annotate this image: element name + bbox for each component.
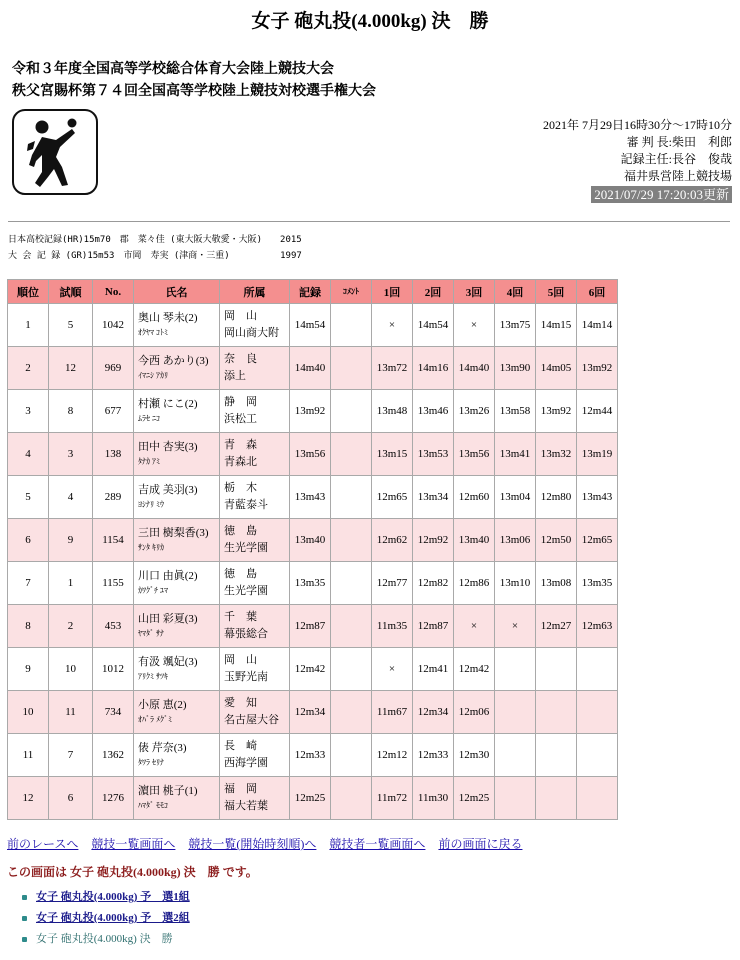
rank-cell: 5	[8, 476, 49, 519]
attempt-cell: 12m60	[454, 476, 495, 519]
school: 生光学園	[224, 542, 268, 554]
column-header: 氏名	[134, 280, 220, 304]
attempt-cell: 12m41	[413, 648, 454, 691]
attempt-cell: 14m14	[577, 304, 618, 347]
athlete-name: 奥山 琴未(2)	[138, 311, 198, 324]
athlete-name-cell	[134, 562, 220, 605]
affiliation-cell	[220, 519, 290, 562]
prefecture: 長 崎	[224, 740, 257, 752]
bullet-icon	[22, 895, 27, 900]
order-cell: 12	[49, 347, 93, 390]
affiliation-cell	[220, 390, 290, 433]
attempt-cell: 13m92	[577, 347, 618, 390]
bib-cell: 734	[93, 691, 134, 734]
nav-links	[7, 835, 532, 852]
order-cell: 6	[49, 777, 93, 820]
affiliation-cell	[220, 605, 290, 648]
records-block	[8, 232, 302, 264]
attempt-cell: 11m67	[372, 691, 413, 734]
attempt-cell: 12m42	[454, 648, 495, 691]
athlete-list-link[interactable]: 競技者一覧画面へ	[329, 837, 426, 851]
school: 添上	[224, 370, 246, 382]
attempt-cell	[536, 777, 577, 820]
athlete-name-cell	[134, 734, 220, 777]
column-header: 6回	[577, 280, 618, 304]
attempt-cell: 12m25	[454, 777, 495, 820]
school: 玉野光南	[224, 671, 268, 683]
attempt-cell: 13m35	[577, 562, 618, 605]
attempt-cell	[495, 734, 536, 777]
athlete-kana: ﾊﾏﾀﾞ ﾓﾓｺ	[138, 800, 168, 810]
school: 福大若葉	[224, 800, 268, 812]
bib-cell: 1154	[93, 519, 134, 562]
attempt-cell: 12m06	[454, 691, 495, 734]
attempt-cell: 13m08	[536, 562, 577, 605]
attempt-cell: 12m50	[536, 519, 577, 562]
column-header: 所属	[220, 280, 290, 304]
table-row	[8, 433, 618, 476]
table-row	[8, 519, 618, 562]
attempt-cell: 11m30	[413, 777, 454, 820]
results-table	[7, 279, 618, 820]
rank-cell: 8	[8, 605, 49, 648]
attempt-cell: 13m32	[536, 433, 577, 476]
table-header-row	[8, 280, 618, 304]
shot-put-athlete-icon	[12, 109, 98, 195]
order-cell: 7	[49, 734, 93, 777]
school: 青森北	[224, 456, 257, 468]
bib-cell: 289	[93, 476, 134, 519]
attempt-cell: 13m90	[495, 347, 536, 390]
event-list-by-time-link[interactable]: 競技一覧(開始時刻順)へ	[188, 837, 317, 851]
column-header: ｺﾒﾝﾄ	[331, 280, 372, 304]
order-cell: 8	[49, 390, 93, 433]
attempt-cell: 12m87	[413, 605, 454, 648]
prefecture: 岡 山	[224, 310, 257, 322]
comment-cell	[331, 433, 372, 476]
athlete-name-cell	[134, 390, 220, 433]
school: 生光学園	[224, 585, 268, 597]
attempt-cell: ×	[372, 304, 413, 347]
rank-cell: 11	[8, 734, 49, 777]
event-link[interactable]: 女子 砲丸投(4.000kg) 予 選1組	[36, 891, 190, 903]
bib-cell: 1042	[93, 304, 134, 347]
recorder: 記録主任:長谷 俊哉	[620, 152, 732, 166]
order-cell: 2	[49, 605, 93, 648]
meet-record: 大 会 記 録 (GR)15m53 市岡 寿実 (津商・三重) 1997	[8, 251, 302, 261]
attempt-cell: 13m06	[495, 519, 536, 562]
back-link[interactable]: 前の画面に戻る	[438, 837, 523, 851]
attempt-cell: 14m15	[536, 304, 577, 347]
order-cell: 4	[49, 476, 93, 519]
school: 青藍泰斗	[224, 499, 268, 511]
affiliation-cell	[220, 304, 290, 347]
athlete-kana: ｵﾊﾞﾗ ﾒｸﾞﾐ	[138, 714, 172, 724]
athlete-name-cell	[134, 519, 220, 562]
athlete-name-cell	[134, 433, 220, 476]
event-info	[543, 117, 732, 204]
athlete-name: 山田 彩夏(3)	[138, 612, 198, 625]
attempt-cell: 14m16	[413, 347, 454, 390]
attempt-cell: 13m15	[372, 433, 413, 476]
attempt-cell: 14m54	[413, 304, 454, 347]
column-header: 5回	[536, 280, 577, 304]
record-cell: 14m40	[290, 347, 331, 390]
athlete-kana: ｱﾘｸﾐ ｻﾂｷ	[138, 671, 168, 681]
prefecture: 千 葉	[224, 611, 257, 623]
high-school-record: 日本高校記録(HR)15m70 郡 菜々佳 (東大阪大敬愛・大阪) 2015	[8, 235, 302, 245]
record-cell: 12m33	[290, 734, 331, 777]
column-header: 2回	[413, 280, 454, 304]
attempt-cell	[536, 648, 577, 691]
school: 西海学園	[224, 757, 268, 769]
athlete-name-cell	[134, 476, 220, 519]
attempt-cell: 13m41	[495, 433, 536, 476]
athlete-name: 村瀬 にこ(2)	[138, 397, 198, 410]
athlete-kana: ﾀﾜﾗ ｾﾘﾅ	[138, 757, 164, 767]
attempt-cell: ×	[495, 605, 536, 648]
prefecture: 栃 木	[224, 482, 257, 494]
prefecture: 静 岡	[224, 396, 257, 408]
comment-cell	[331, 691, 372, 734]
attempt-cell: 13m92	[536, 390, 577, 433]
athlete-name: 俵 芹奈(3)	[138, 741, 187, 754]
affiliation-cell	[220, 347, 290, 390]
bib-cell: 1362	[93, 734, 134, 777]
prefecture: 岡 山	[224, 654, 257, 666]
column-header: 記録	[290, 280, 331, 304]
notice-event: 女子 砲丸投(4.000kg) 決 勝	[70, 865, 220, 879]
table-row	[8, 605, 618, 648]
athlete-name: 今西 あかり(3)	[138, 354, 209, 367]
attempt-cell: 13m72	[372, 347, 413, 390]
record-cell: 12m25	[290, 777, 331, 820]
rank-cell: 9	[8, 648, 49, 691]
rank-cell: 6	[8, 519, 49, 562]
prev-race-link[interactable]: 前のレースへ	[7, 837, 79, 851]
rank-cell: 3	[8, 390, 49, 433]
athlete-kana: ﾔﾏﾀﾞ ｻﾅ	[138, 628, 164, 638]
column-header: 4回	[495, 280, 536, 304]
bib-cell: 677	[93, 390, 134, 433]
referee: 審 判 長:柴田 利郎	[626, 135, 732, 149]
affiliation-cell	[220, 734, 290, 777]
athlete-name-cell	[134, 648, 220, 691]
bullet-icon	[22, 916, 27, 921]
comment-cell	[331, 605, 372, 648]
updated-timestamp: 2021/07/29 17:20:03更新	[591, 186, 732, 203]
attempt-cell: 14m05	[536, 347, 577, 390]
record-cell: 13m40	[290, 519, 331, 562]
comment-cell	[331, 347, 372, 390]
bib-cell: 1276	[93, 777, 134, 820]
meet-name-line1: 令和３年度全国高等学校総合体育大会陸上競技大会	[12, 62, 334, 77]
athlete-kana: ﾖｼﾅﾘ ﾐｳ	[138, 499, 164, 509]
comment-cell	[331, 304, 372, 347]
attempt-cell: 12m65	[372, 476, 413, 519]
athlete-name-cell	[134, 777, 220, 820]
column-header: 試順	[49, 280, 93, 304]
affiliation-cell	[220, 648, 290, 691]
order-cell: 5	[49, 304, 93, 347]
attempt-cell	[577, 777, 618, 820]
athlete-kana: ﾑﾗｾ ﾆｺ	[138, 413, 160, 423]
attempt-cell: 13m58	[495, 390, 536, 433]
attempt-cell	[495, 777, 536, 820]
comment-cell	[331, 734, 372, 777]
attempt-cell	[536, 734, 577, 777]
bib-cell: 1155	[93, 562, 134, 605]
attempt-cell: 13m04	[495, 476, 536, 519]
meet-name-line2: 秩父宮賜杯第７４回全国高等学校陸上競技対校選手権大会	[12, 84, 376, 99]
athlete-name: 川口 由眞(2)	[138, 569, 198, 582]
affiliation-cell	[220, 476, 290, 519]
bib-cell: 969	[93, 347, 134, 390]
comment-cell	[331, 390, 372, 433]
record-cell: 12m42	[290, 648, 331, 691]
comment-cell	[331, 519, 372, 562]
attempt-cell: 11m35	[372, 605, 413, 648]
attempt-cell: 13m26	[454, 390, 495, 433]
column-header: 1回	[372, 280, 413, 304]
table-row	[8, 390, 618, 433]
attempt-cell: 12m77	[372, 562, 413, 605]
rank-cell: 1	[8, 304, 49, 347]
column-header: 順位	[8, 280, 49, 304]
attempt-cell: ×	[454, 605, 495, 648]
prefecture: 徳 島	[224, 568, 257, 580]
attempt-cell: 12m92	[413, 519, 454, 562]
table-row	[8, 347, 618, 390]
attempt-cell: 13m40	[454, 519, 495, 562]
athlete-kana: ﾀﾅｶ ｱﾐ	[138, 456, 160, 466]
attempt-cell: 12m65	[577, 519, 618, 562]
table-row	[8, 648, 618, 691]
order-cell: 3	[49, 433, 93, 476]
record-cell: 13m35	[290, 562, 331, 605]
attempt-cell: 12m12	[372, 734, 413, 777]
attempt-cell	[577, 648, 618, 691]
school: 浜松工	[224, 413, 257, 425]
attempt-cell: 12m63	[577, 605, 618, 648]
attempt-cell	[495, 691, 536, 734]
divider	[8, 221, 730, 222]
rank-cell: 4	[8, 433, 49, 476]
record-cell: 12m87	[290, 605, 331, 648]
athlete-name: 濵田 桃子(1)	[138, 784, 198, 797]
affiliation-cell	[220, 433, 290, 476]
affiliation-cell	[220, 562, 290, 605]
record-cell: 14m54	[290, 304, 331, 347]
bib-cell: 1012	[93, 648, 134, 691]
event-links-list	[22, 887, 190, 950]
attempt-cell: 12m33	[413, 734, 454, 777]
order-cell: 11	[49, 691, 93, 734]
current-event-label: 女子 砲丸投(4.000kg) 決 勝	[36, 933, 173, 945]
athlete-name-cell	[134, 605, 220, 648]
bullet-icon	[22, 937, 27, 942]
attempt-cell: 12m86	[454, 562, 495, 605]
record-cell: 13m43	[290, 476, 331, 519]
attempt-cell: ×	[454, 304, 495, 347]
notice-prefix: この画面は	[7, 865, 71, 879]
athlete-name: 三田 樹梨香(3)	[138, 526, 209, 539]
notice-suffix: です。	[219, 865, 258, 879]
rank-cell: 7	[8, 562, 49, 605]
record-cell: 12m34	[290, 691, 331, 734]
attempt-cell: 13m48	[372, 390, 413, 433]
affiliation-cell	[220, 777, 290, 820]
attempt-cell: 13m53	[413, 433, 454, 476]
event-link-item	[22, 929, 190, 950]
attempt-cell	[495, 648, 536, 691]
athlete-name: 有汲 颯妃(3)	[138, 655, 198, 668]
attempt-cell	[577, 691, 618, 734]
attempt-cell: 13m10	[495, 562, 536, 605]
attempt-cell	[577, 734, 618, 777]
athlete-kana: ｶﾜｸﾞﾁ ﾕﾏ	[138, 585, 168, 595]
attempt-cell: 13m46	[413, 390, 454, 433]
table-row	[8, 562, 618, 605]
rank-cell: 12	[8, 777, 49, 820]
order-cell: 1	[49, 562, 93, 605]
athlete-kana: ｲﾏﾆｼ ｱｶﾘ	[138, 370, 168, 380]
venue: 福井県営陸上競技場	[623, 169, 732, 183]
affiliation-cell	[220, 691, 290, 734]
school: 岡山商大附	[224, 327, 279, 339]
bib-cell: 453	[93, 605, 134, 648]
comment-cell	[331, 777, 372, 820]
prefecture: 愛 知	[224, 697, 257, 709]
event-link[interactable]: 女子 砲丸投(4.000kg) 予 選2組	[36, 912, 190, 924]
athlete-name: 小原 恵(2)	[138, 698, 187, 711]
attempt-cell: 12m30	[454, 734, 495, 777]
athlete-kana: ｻﾝﾀ ｷﾘｶ	[138, 542, 164, 552]
attempt-cell: 13m19	[577, 433, 618, 476]
event-link-item	[22, 908, 190, 929]
order-cell: 9	[49, 519, 93, 562]
prefecture: 青 森	[224, 439, 257, 451]
page-title: 女子 砲丸投(4.000kg) 決 勝	[251, 11, 489, 32]
attempt-cell: 12m82	[413, 562, 454, 605]
event-link-item	[22, 887, 190, 908]
attempt-cell: 14m40	[454, 347, 495, 390]
column-header: No.	[93, 280, 134, 304]
record-cell: 13m56	[290, 433, 331, 476]
attempt-cell: 12m34	[413, 691, 454, 734]
prefecture: 奈 良	[224, 353, 257, 365]
event-list-link[interactable]: 競技一覧画面へ	[91, 837, 176, 851]
attempt-cell: 13m34	[413, 476, 454, 519]
athlete-kana: ｵｸﾔﾏ ｺﾄﾐ	[138, 327, 168, 337]
attempt-cell: ×	[372, 648, 413, 691]
table-row	[8, 476, 618, 519]
athlete-name-cell	[134, 691, 220, 734]
attempt-cell	[536, 691, 577, 734]
attempt-cell: 13m56	[454, 433, 495, 476]
comment-cell	[331, 562, 372, 605]
attempt-cell: 13m43	[577, 476, 618, 519]
bib-cell: 138	[93, 433, 134, 476]
athlete-name-cell	[134, 304, 220, 347]
attempt-cell: 11m72	[372, 777, 413, 820]
athlete-name: 吉成 美羽(3)	[138, 483, 198, 496]
table-row	[8, 691, 618, 734]
attempt-cell: 12m80	[536, 476, 577, 519]
comment-cell	[331, 648, 372, 691]
order-cell: 10	[49, 648, 93, 691]
event-datetime: 2021年 7月29日16時30分～17時10分	[542, 118, 732, 132]
school: 名古屋大谷	[224, 714, 279, 726]
attempt-cell: 12m62	[372, 519, 413, 562]
attempt-cell: 13m75	[495, 304, 536, 347]
comment-cell	[331, 476, 372, 519]
prefecture: 徳 島	[224, 525, 257, 537]
table-row	[8, 734, 618, 777]
record-cell: 13m92	[290, 390, 331, 433]
column-header: 3回	[454, 280, 495, 304]
rank-cell: 2	[8, 347, 49, 390]
current-page-notice	[7, 863, 258, 880]
school: 幕張総合	[224, 628, 268, 640]
table-row	[8, 304, 618, 347]
attempt-cell: 12m44	[577, 390, 618, 433]
prefecture: 福 岡	[224, 783, 257, 795]
table-row	[8, 777, 618, 820]
rank-cell: 10	[8, 691, 49, 734]
athlete-name-cell	[134, 347, 220, 390]
attempt-cell: 12m27	[536, 605, 577, 648]
athlete-name: 田中 杏実(3)	[138, 440, 198, 453]
